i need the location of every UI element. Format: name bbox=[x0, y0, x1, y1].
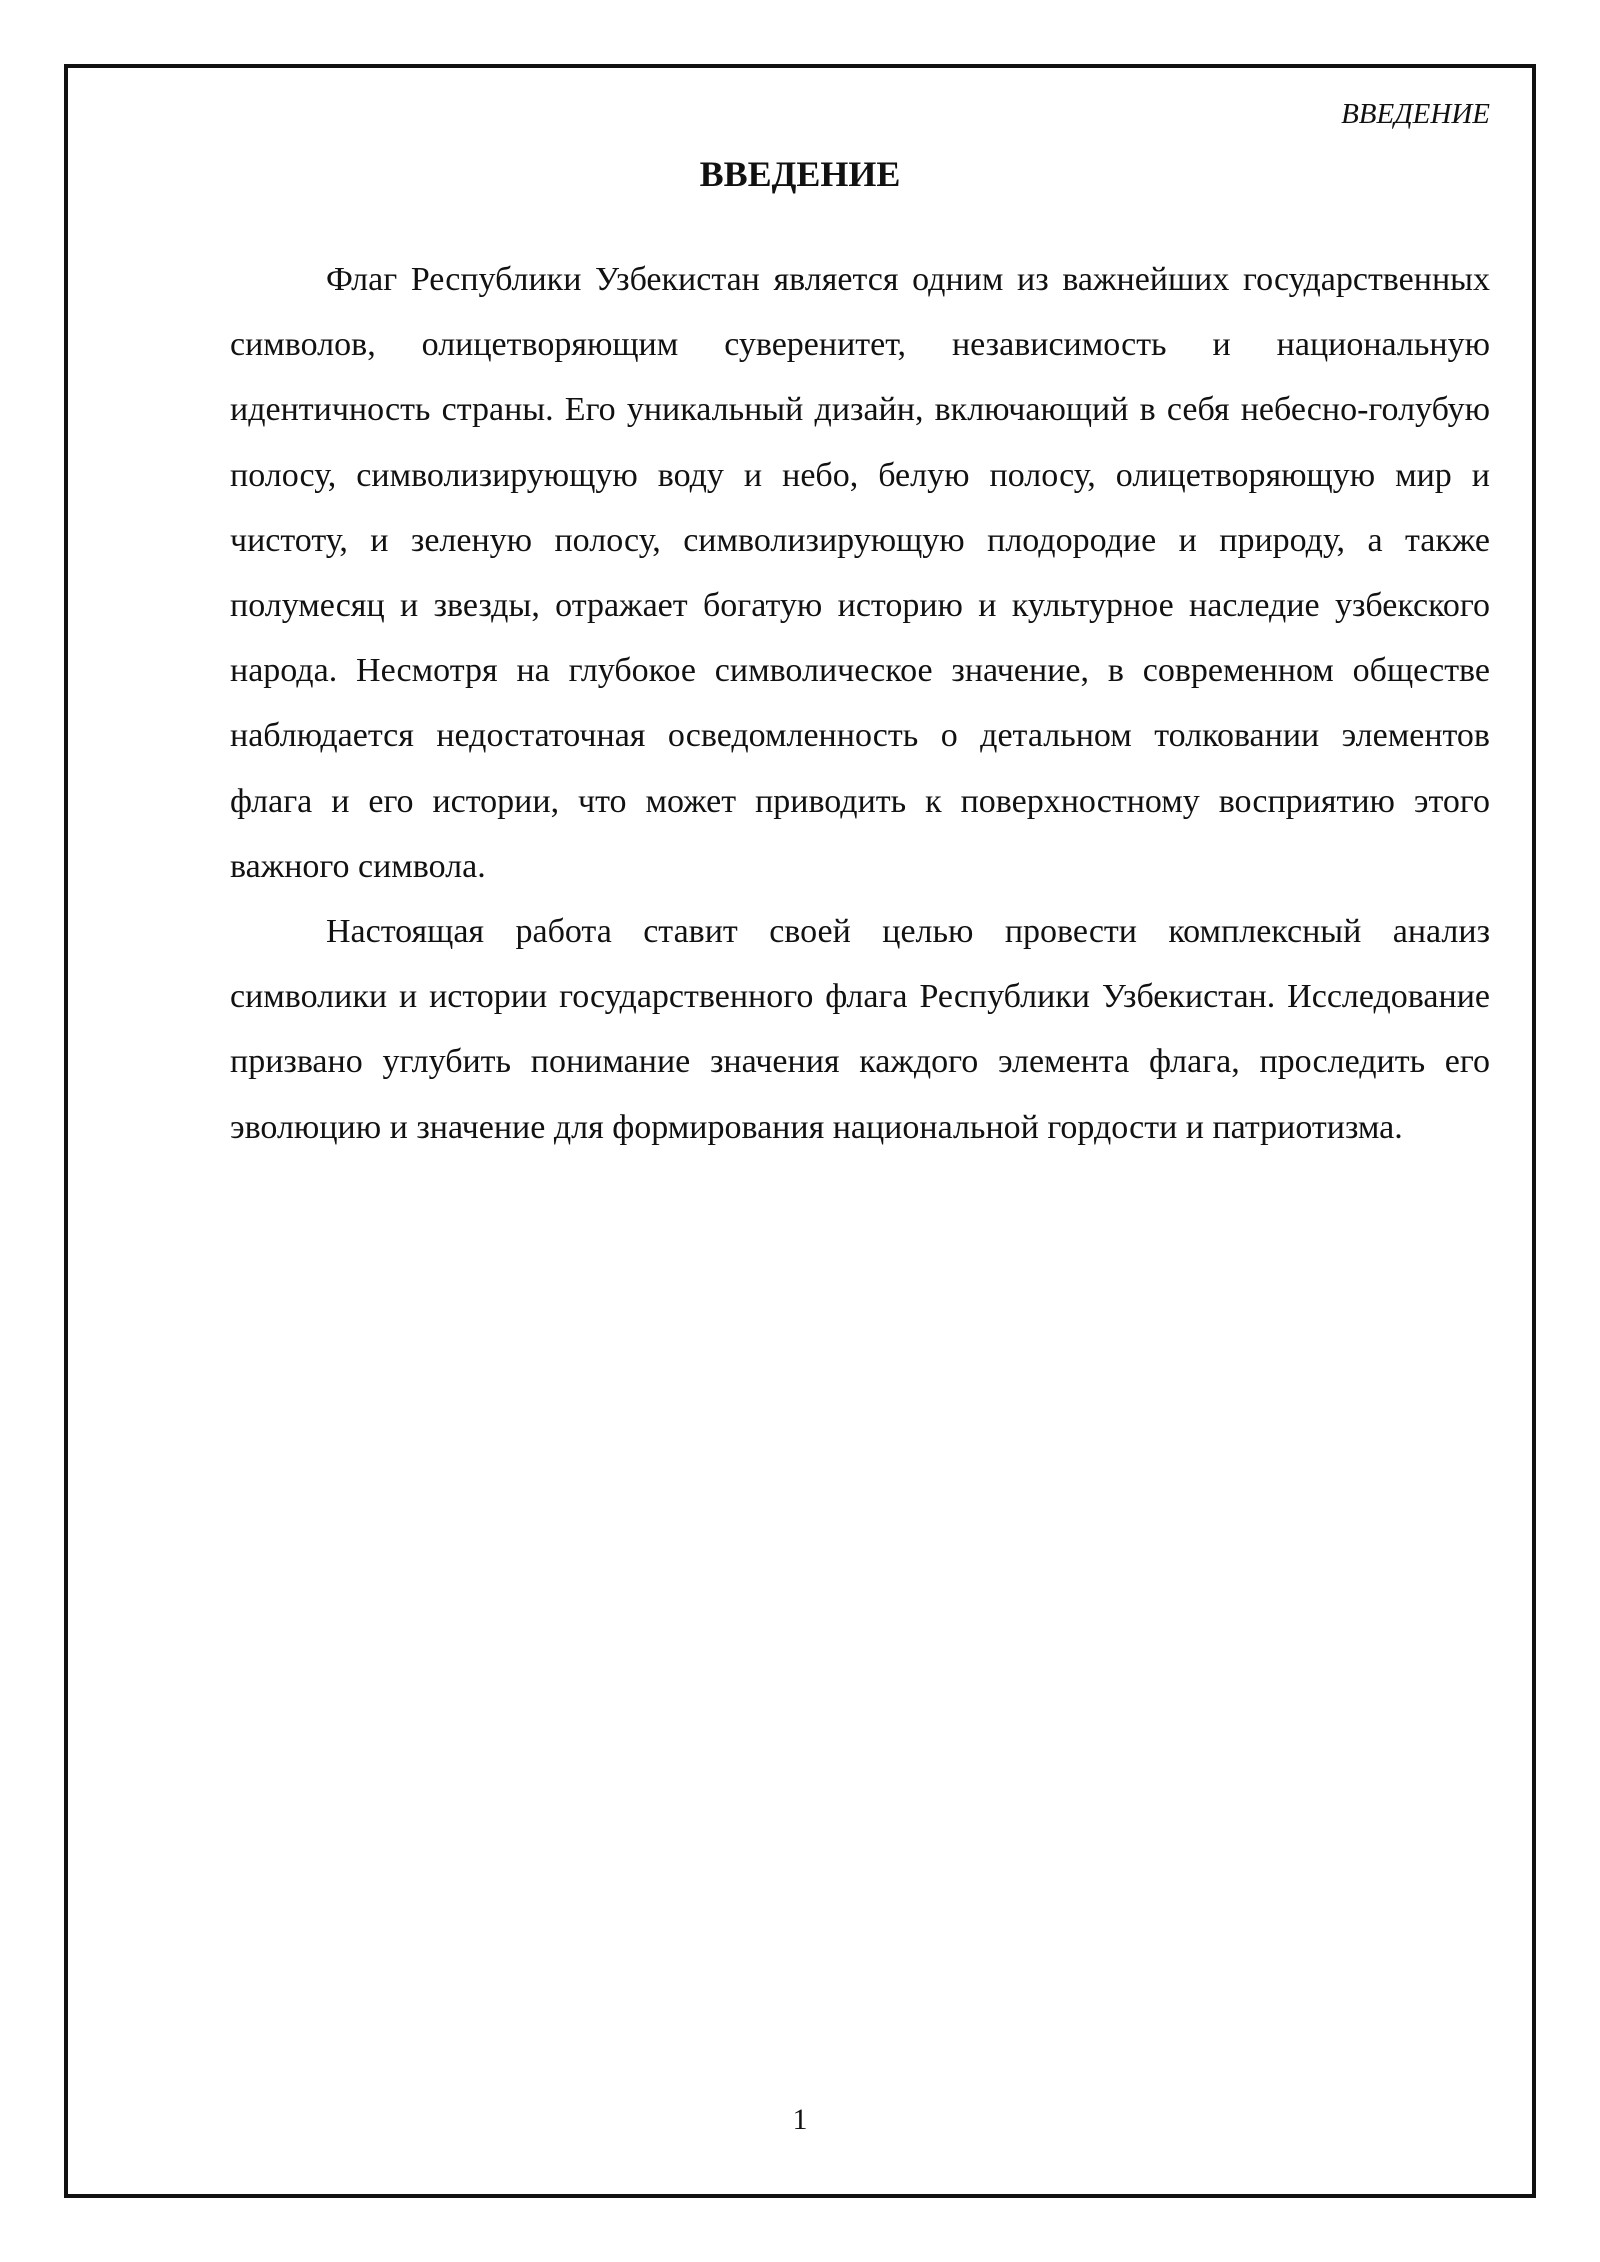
body-text bbox=[230, 247, 1490, 1160]
running-header: ВВЕДЕНИЕ bbox=[1341, 98, 1490, 130]
paragraph-1: Флаг Республики Узбекистан является одним из важнейших государственных символов, олицетворяющим суверенитет, независимость и национальную идентичность страны. Его уникальный дизайн, включающий в себя небесно-голубую полосу, символизирующую воду и небо, белую полосу, олицетворяющую мир и чистоту, и зеленую полосу, символизирующую плодородие и природу, а также полумесяц и звезды, отражает богатую историю и культурное наследие узбекского народа. Несмотря на глубокое символическое значение, в современном обществе наблюдается недостаточная осведомленность о детальном толковании элементов флага и его истории, что может приводить к поверхностному восприятию этого важного символа. bbox=[230, 261, 1490, 885]
page-title: ВВЕДЕНИЕ bbox=[699, 154, 901, 194]
paragraph-2: Настоящая работа ставит своей целью провести комплексный анализ символики и истории государственного флага Республики Узбекистан. Исследование призвано углубить понимание значения каждого элемента флага, проследить его эволюцию и значение для формирования национальной гордости и патриотизма. bbox=[230, 913, 1490, 1146]
page-number: 1 bbox=[792, 2103, 808, 2136]
